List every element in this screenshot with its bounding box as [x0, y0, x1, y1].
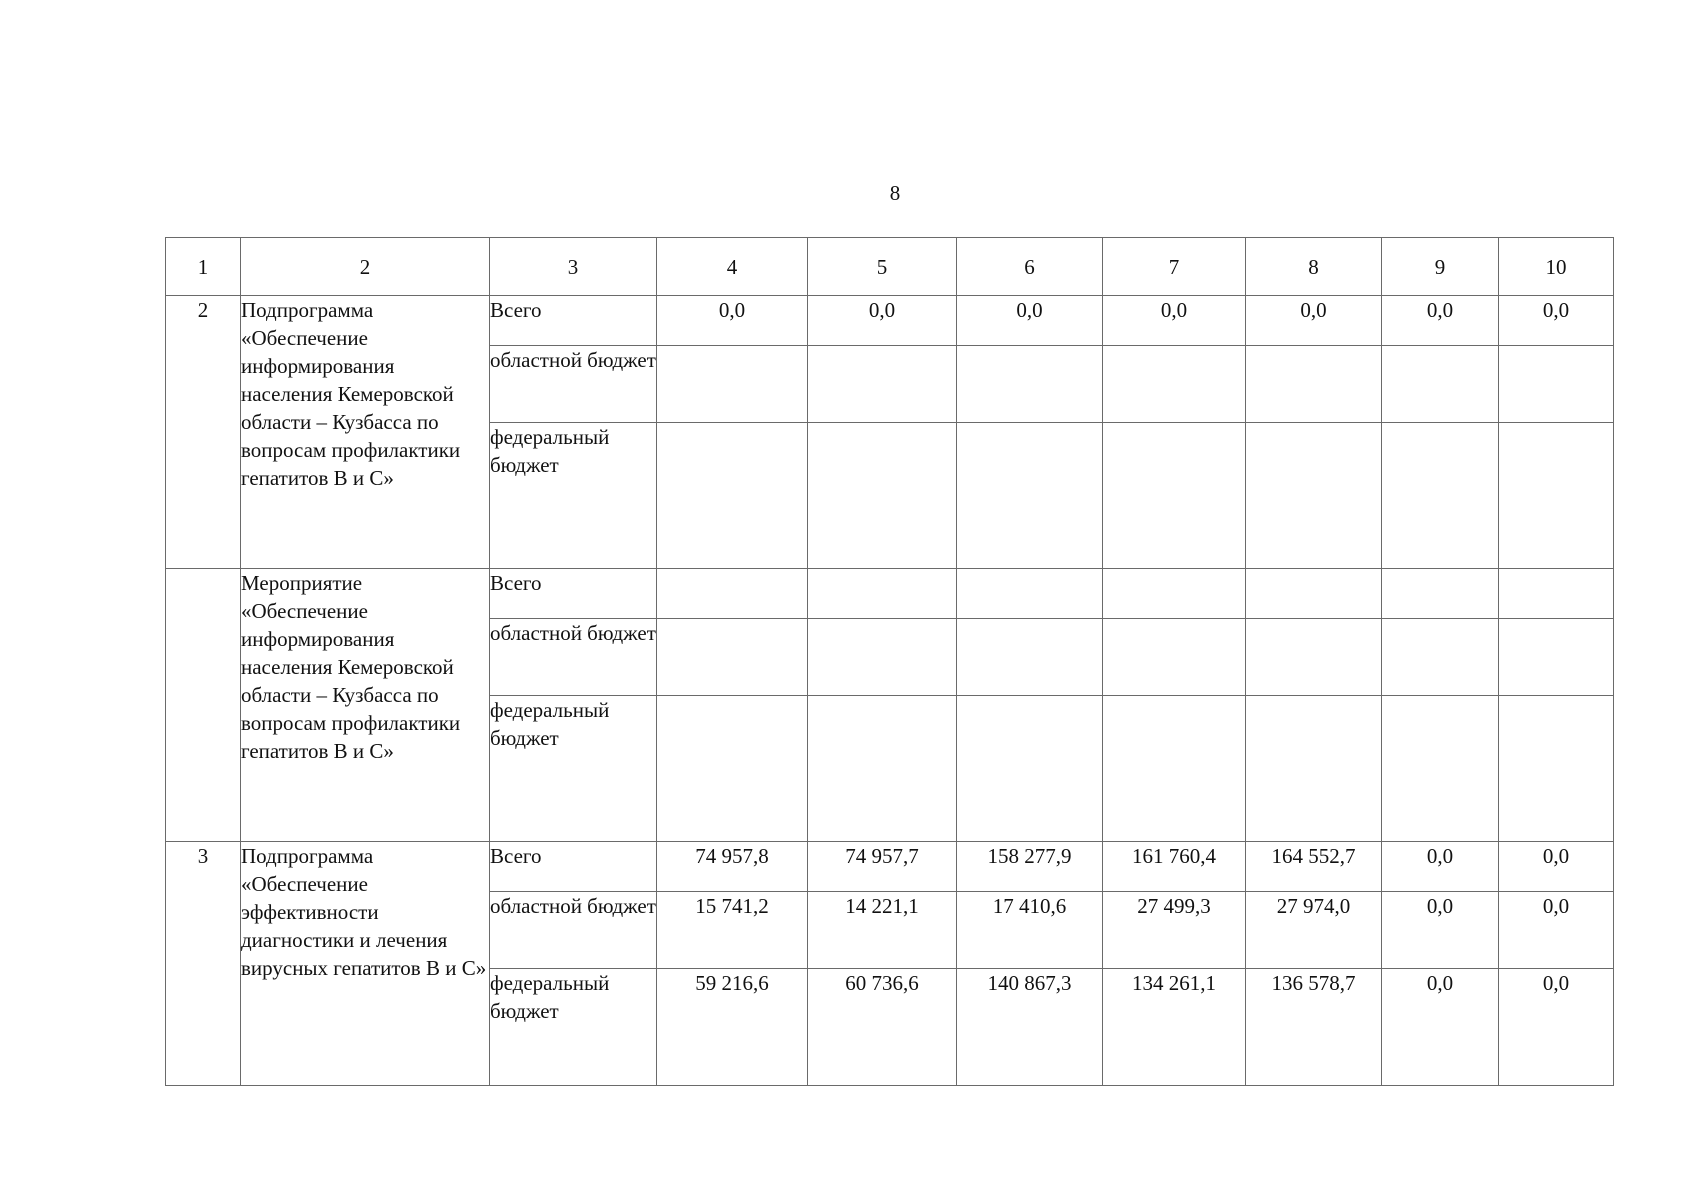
amount-cell: [957, 619, 1103, 696]
amount-cell: [1499, 569, 1614, 619]
column-number-10: 10: [1499, 238, 1614, 296]
amount-cell: [1246, 696, 1382, 842]
section-number: [166, 569, 241, 842]
header-row: [166, 238, 1614, 296]
amount-cell: [957, 346, 1103, 423]
amount-cell: 0,0: [657, 296, 808, 346]
funding-source: Всего: [490, 569, 657, 619]
amount-cell: [1499, 696, 1614, 842]
amount-cell: [808, 696, 957, 842]
amount-cell: 140 867,3: [957, 969, 1103, 1086]
amount-cell: [657, 423, 808, 569]
amount-cell: [1103, 619, 1246, 696]
amount-cell: 0,0: [1499, 892, 1614, 969]
amount-cell: [657, 346, 808, 423]
amount-cell: [657, 696, 808, 842]
amount-cell: 74 957,7: [808, 842, 957, 892]
amount-cell: [1103, 423, 1246, 569]
amount-cell: 0,0: [1246, 296, 1382, 346]
amount-cell: [1103, 569, 1246, 619]
amount-cell: 0,0: [1382, 892, 1499, 969]
amount-cell: 27 974,0: [1246, 892, 1382, 969]
column-number-4: 4: [657, 238, 808, 296]
table-row: [166, 842, 1614, 892]
funding-source: федеральный бюджет: [490, 969, 657, 1086]
amount-cell: 74 957,8: [657, 842, 808, 892]
amount-cell: [1382, 423, 1499, 569]
amount-cell: [1382, 619, 1499, 696]
amount-cell: [957, 569, 1103, 619]
column-number-2: 2: [241, 238, 490, 296]
amount-cell: [1382, 346, 1499, 423]
amount-cell: [1103, 696, 1246, 842]
funding-source: федеральный бюджет: [490, 696, 657, 842]
amount-cell: [1499, 346, 1614, 423]
amount-cell: [1246, 346, 1382, 423]
column-number-3: 3: [490, 238, 657, 296]
section-name: Подпрограмма «Обеспечение эффективности диагностики и лечения вирусных гепатитов В и С»: [241, 842, 490, 1086]
amount-cell: 164 552,7: [1246, 842, 1382, 892]
amount-cell: 0,0: [1103, 296, 1246, 346]
section-number: 2: [166, 296, 241, 569]
funding-source: федеральный бюджет: [490, 423, 657, 569]
amount-cell: [808, 619, 957, 696]
section-name: Мероприятие «Обеспечение информирования населения Кемеровской области – Кузбасса по вопросам профилактики гепатитов В и С»: [241, 569, 490, 842]
column-number-1: 1: [166, 238, 241, 296]
amount-cell: 0,0: [1382, 842, 1499, 892]
amount-cell: [1382, 696, 1499, 842]
amount-cell: 0,0: [1499, 969, 1614, 1086]
amount-cell: [1499, 423, 1614, 569]
amount-cell: 15 741,2: [657, 892, 808, 969]
amount-cell: 27 499,3: [1103, 892, 1246, 969]
amount-cell: [657, 569, 808, 619]
amount-cell: 136 578,7: [1246, 969, 1382, 1086]
table-row: [166, 296, 1614, 346]
amount-cell: 59 216,6: [657, 969, 808, 1086]
amount-cell: 0,0: [1499, 296, 1614, 346]
amount-cell: 0,0: [957, 296, 1103, 346]
funding-source: Всего: [490, 842, 657, 892]
amount-cell: [1499, 619, 1614, 696]
amount-cell: 17 410,6: [957, 892, 1103, 969]
amount-cell: [1103, 346, 1246, 423]
funding-source: областной бюджет: [490, 346, 657, 423]
budget-table: [165, 237, 1614, 1086]
amount-cell: [808, 569, 957, 619]
section-number: 3: [166, 842, 241, 1086]
amount-cell: 0,0: [1499, 842, 1614, 892]
amount-cell: 161 760,4: [1103, 842, 1246, 892]
amount-cell: [1246, 423, 1382, 569]
amount-cell: [657, 619, 808, 696]
amount-cell: 134 261,1: [1103, 969, 1246, 1086]
amount-cell: [808, 346, 957, 423]
funding-source: областной бюджет: [490, 619, 657, 696]
column-number-6: 6: [957, 238, 1103, 296]
amount-cell: 0,0: [1382, 296, 1499, 346]
column-number-7: 7: [1103, 238, 1246, 296]
amount-cell: [957, 423, 1103, 569]
page-number: 8: [889, 181, 901, 205]
amount-cell: [957, 696, 1103, 842]
column-number-5: 5: [808, 238, 957, 296]
amount-cell: 0,0: [1382, 969, 1499, 1086]
amount-cell: 14 221,1: [808, 892, 957, 969]
funding-source: Всего: [490, 296, 657, 346]
amount-cell: 60 736,6: [808, 969, 957, 1086]
amount-cell: [1246, 619, 1382, 696]
funding-source: областной бюджет: [490, 892, 657, 969]
amount-cell: 158 277,9: [957, 842, 1103, 892]
amount-cell: [808, 423, 957, 569]
amount-cell: [1246, 569, 1382, 619]
section-name: Подпрограмма «Обеспечение информирования населения Кемеровской области – Кузбасса по вопросам профилактики гепатитов В и С»: [241, 296, 490, 569]
amount-cell: 0,0: [808, 296, 957, 346]
table-row: [166, 569, 1614, 619]
column-number-9: 9: [1382, 238, 1499, 296]
column-number-8: 8: [1246, 238, 1382, 296]
amount-cell: [1382, 569, 1499, 619]
